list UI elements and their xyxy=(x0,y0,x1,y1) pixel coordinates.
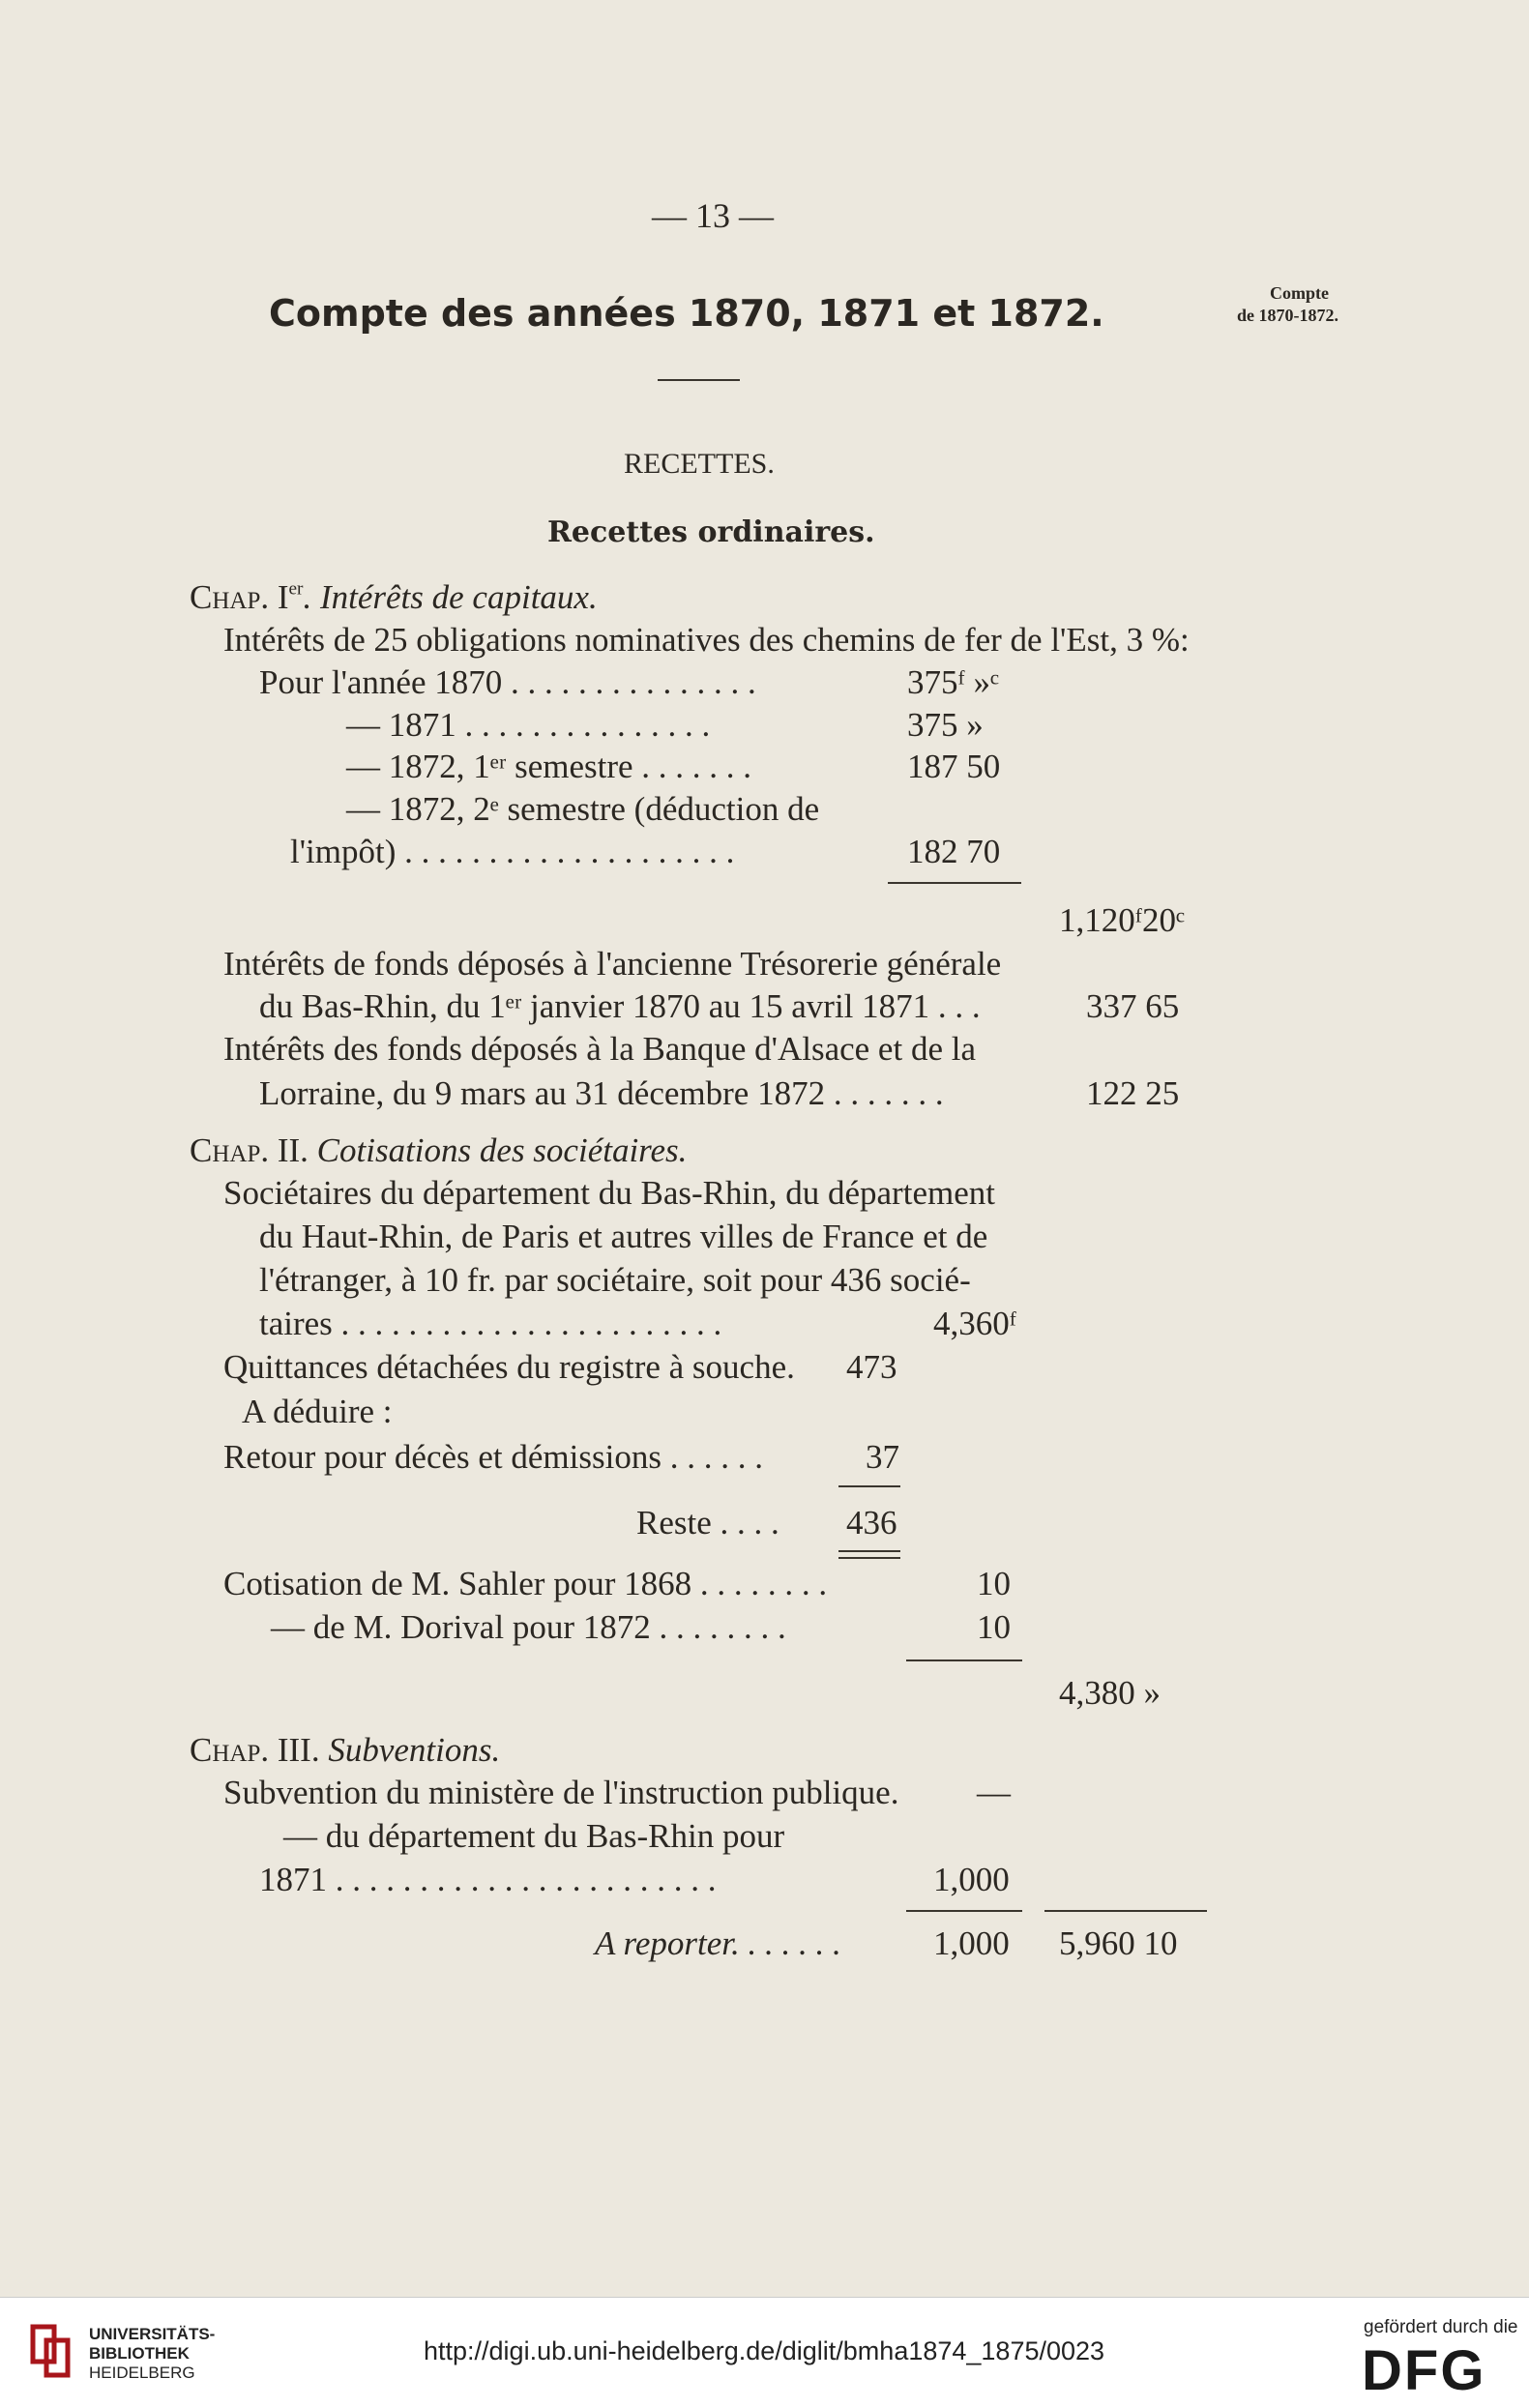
fonds-2-line-2: Lorraine, du 9 mars au 31 décembre 1872 . . . . . . . xyxy=(259,1074,944,1112)
footer-bar xyxy=(0,2297,1529,2408)
logo-line-1: UNIVERSITÄTS- xyxy=(89,2325,216,2343)
logo-line-2: BIBLIOTHEK xyxy=(89,2344,190,2363)
chapter-1-row-amount: 182 70 xyxy=(907,833,1001,870)
fonds-2-amount: 122 25 xyxy=(1086,1074,1180,1112)
societaires-line-3: l'étranger, à 10 fr. par sociétaire, soit pour 436 socié- xyxy=(259,1261,971,1299)
page-number: — 13 — xyxy=(652,196,774,235)
reporter-column-2: 5,960 10 xyxy=(1059,1924,1178,1962)
fonds-1-line-2: du Bas-Rhin, du 1ᵉʳ janvier 1870 au 15 avril 1871 . . . xyxy=(259,987,981,1025)
chapter-2-prefix: Chap. II. xyxy=(190,1131,309,1169)
sahler-label: Cotisation de M. Sahler pour 1868 . . . . . . . . xyxy=(223,1565,828,1602)
departement-amount: 1,000 xyxy=(933,1861,1010,1898)
chapter-1-heading xyxy=(190,578,598,617)
library-logo-icon xyxy=(29,2323,74,2381)
chapter-1-row: Pour l'année 1870 . . . . . . . . . . . . . . . xyxy=(259,663,756,701)
chapter-1-sup: er xyxy=(288,578,304,600)
chapter-1-row: — 1872, 2ᵉ semestre (déduction de xyxy=(346,790,820,828)
chapter-1-intro: Intérêts de 25 obligations nominatives des chemins de fer de l'Est, 3 %: xyxy=(223,621,1190,659)
fonds-1-line-1: Intérêts de fonds déposés à l'ancienne Trésorerie générale xyxy=(223,945,1002,983)
departement-label: — du département du Bas-Rhin pour xyxy=(283,1817,785,1855)
chapter-3-title: Subventions. xyxy=(319,1731,501,1769)
margin-note-1: Compte xyxy=(1270,283,1329,303)
chapter-1-row: l'impôt) . . . . . . . . . . . . . . . . . . . . xyxy=(290,833,735,870)
chapter-3-prefix: Chap. III. xyxy=(190,1731,320,1769)
reporter-rule-1 xyxy=(906,1910,1022,1912)
chapter-1-row: — 1871 . . . . . . . . . . . . . . . xyxy=(346,706,711,744)
retour-label: Retour pour décès et démissions . . . . . . xyxy=(223,1438,763,1476)
quittances-number: 473 xyxy=(846,1348,897,1386)
reporter-column-1: 1,000 xyxy=(933,1924,1010,1962)
chapter-1-prefix: Chap. I xyxy=(190,578,289,616)
societaires-line-4: taires . . . . . . . . . . . . . . . . . . . . . . . xyxy=(259,1305,722,1342)
reste-double-rule-2 xyxy=(838,1557,900,1559)
deduire-label: A déduire : xyxy=(242,1393,393,1430)
chapter-2-heading xyxy=(190,1131,687,1170)
chapter-1-row-amount: 375ᶠ »ᶜ xyxy=(907,663,1000,701)
funded-by-label: gefördert durch die xyxy=(1364,2317,1518,2337)
chapter-1-subtotal: 1,120ᶠ20ᶜ xyxy=(1059,901,1186,939)
margin-note-2: de 1870-1872. xyxy=(1237,306,1338,325)
fonds-1-amount: 337 65 xyxy=(1086,987,1180,1025)
fonds-2-line-1: Intérêts des fonds déposés à la Banque d'Alsace et de la xyxy=(223,1030,976,1068)
subsection-heading: Recettes ordinaires. xyxy=(547,515,875,549)
chapter-2-title: Cotisations des sociétaires. xyxy=(308,1131,688,1169)
reporter-rule-2 xyxy=(1044,1910,1207,1912)
chapter-1-row-amount: 187 50 xyxy=(907,748,1001,785)
dorival-amount: 10 xyxy=(977,1608,1011,1646)
reste-number: 436 xyxy=(846,1504,897,1542)
retour-number: 37 xyxy=(866,1438,899,1476)
page-title: Compte des années 1870, 1871 et 1872. xyxy=(269,292,1104,335)
ministere-label: Subvention du ministère de l'instruction publique. xyxy=(223,1774,899,1811)
chapter-1-title: . Intérêts de capitaux. xyxy=(303,578,598,616)
section-heading: RECETTES. xyxy=(624,448,775,480)
quittances-label: Quittances détachées du registre à souche. xyxy=(223,1348,795,1386)
chapter-2-total-rule xyxy=(906,1659,1022,1661)
societaires-line-1: Sociétaires du département du Bas-Rhin, du département xyxy=(223,1174,995,1212)
chapter-1-row-amount: 375 » xyxy=(907,706,984,744)
retour-rule xyxy=(838,1485,900,1487)
societaires-line-2: du Haut-Rhin, de Paris et autres villes de France et de xyxy=(259,1218,988,1255)
chapter-3-heading xyxy=(190,1731,500,1770)
reste-double-rule-1 xyxy=(838,1550,900,1552)
departement-year: 1871 . . . . . . . . . . . . . . . . . . . . . . . xyxy=(259,1861,717,1898)
chapter-2-total: 4,380 » xyxy=(1059,1674,1161,1712)
logo-line-3: HEIDELBERG xyxy=(89,2364,195,2382)
dfg-logo: DFG xyxy=(1362,2339,1486,2402)
reporter-label: A reporter. . . . . . . xyxy=(595,1924,841,1962)
dorival-label: — de M. Dorival pour 1872 . . . . . . . . xyxy=(271,1608,786,1646)
permalink-url[interactable]: http://digi.ub.uni-heidelberg.de/diglit/bmha1874_1875/0023 xyxy=(424,2336,1105,2365)
sahler-amount: 10 xyxy=(977,1565,1011,1602)
chapter-1-subtotal-rule xyxy=(888,882,1021,884)
ministere-amount: — xyxy=(977,1774,1011,1811)
reste-label: Reste . . . . xyxy=(636,1504,779,1542)
chapter-1-row: — 1872, 1ᵉʳ semestre . . . . . . . xyxy=(346,748,752,785)
title-rule xyxy=(658,379,740,381)
societaires-amount: 4,360ᶠ xyxy=(933,1305,1017,1342)
